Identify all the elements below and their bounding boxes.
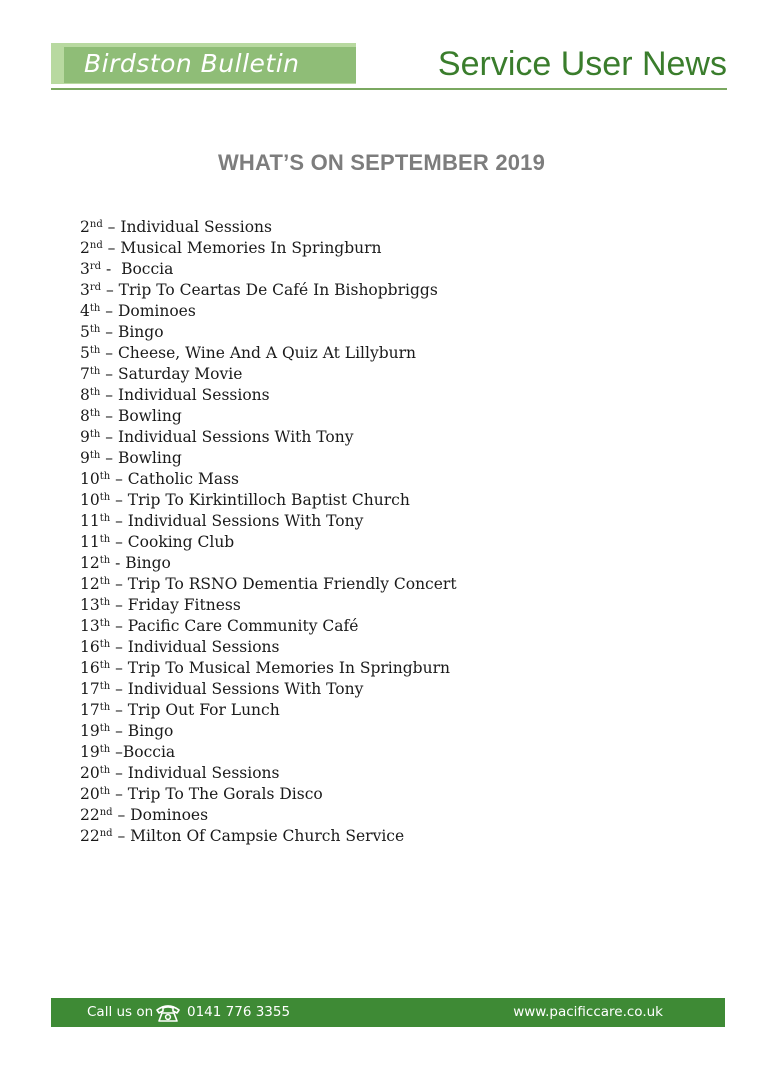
page-title: WHAT’S ON SEPTEMBER 2019 [217,150,546,175]
event-day-suffix: th [99,681,111,692]
event-day: 12 [80,575,100,593]
event-day: 20 [80,785,100,803]
page-header [51,43,727,91]
event-day-suffix: th [89,303,101,314]
event-day-suffix: th [99,492,111,503]
event-item [80,763,457,784]
event-description: – Trip To Musical Memories In Springburn [110,659,450,677]
event-day-suffix: th [89,450,101,461]
event-day: 4 [80,302,90,320]
event-day-suffix: th [99,618,111,629]
event-day: 11 [80,533,100,551]
event-day-suffix: th [99,534,111,545]
event-item [80,448,457,469]
event-day-suffix: th [99,723,111,734]
event-description: – Trip Out For Lunch [110,701,280,719]
event-day-suffix: th [99,765,111,776]
event-item [80,805,457,826]
event-item [80,679,457,700]
event-description: – Dominoes [112,806,209,824]
event-day-suffix: th [99,471,111,482]
event-day: 9 [80,428,90,446]
event-description: – Bingo [110,722,174,740]
event-description: – Friday Fitness [110,596,241,614]
event-day: 10 [80,470,100,488]
event-day: 3 [80,260,90,278]
event-day: 3 [80,281,90,299]
event-item [80,280,457,301]
event-item [80,259,457,280]
event-item [80,700,457,721]
event-description: - Boccia [101,260,174,278]
event-day: 10 [80,491,100,509]
event-item [80,511,457,532]
events-list [80,217,457,847]
event-item [80,784,457,805]
event-day: 19 [80,722,100,740]
event-day: 17 [80,680,100,698]
event-description: – Cooking Club [110,533,235,551]
event-day: 7 [80,365,90,383]
call-us-label: Call us on [87,1004,154,1020]
event-day-suffix: th [89,408,101,419]
event-description: – Musical Memories In Springburn [102,239,382,257]
event-description: –Boccia [110,743,176,761]
event-description: – Saturday Movie [100,365,243,383]
event-description: – Trip To Kirkintilloch Baptist Church [110,491,410,509]
event-day-suffix: th [99,576,111,587]
phone-number: 0141 776 3355 [187,1004,291,1020]
event-day-suffix: th [99,786,111,797]
event-day-suffix: th [89,324,101,335]
event-day: 22 [80,827,100,845]
event-description: – Individual Sessions [102,218,272,236]
page-footer [51,998,725,1027]
event-day-suffix: th [89,366,101,377]
event-description: – Bingo [100,323,164,341]
event-item [80,301,457,322]
website-link[interactable]: www.pacificcare.co.uk [513,1004,663,1020]
event-item [80,826,457,847]
event-day: 5 [80,344,90,362]
event-item [80,469,457,490]
event-description: – Dominoes [100,302,196,320]
event-description: – Milton Of Campsie Church Service [112,827,405,845]
event-day: 22 [80,806,100,824]
event-day-suffix: th [99,744,111,755]
event-day-suffix: rd [89,282,102,293]
event-item [80,574,457,595]
event-item [80,742,457,763]
event-description: – Individual Sessions With Tony [110,680,364,698]
event-day-suffix: th [99,513,111,524]
event-description: – Individual Sessions [100,386,270,404]
event-day-suffix: th [99,702,111,713]
event-item [80,427,457,448]
event-day-suffix: th [99,639,111,650]
event-day: 8 [80,407,90,425]
event-description: – Catholic Mass [110,470,239,488]
event-day: 9 [80,449,90,467]
event-description: – Pacific Care Community Café [110,617,359,635]
event-day-suffix: th [99,660,111,671]
event-day: 16 [80,659,100,677]
event-day: 8 [80,386,90,404]
brand-name: Birdston Bulletin [84,49,300,78]
event-day: 20 [80,764,100,782]
event-day: 12 [80,554,100,572]
event-item [80,616,457,637]
event-day-suffix: th [89,429,101,440]
event-day: 2 [80,218,90,236]
event-item [80,595,457,616]
event-item [80,238,457,259]
event-day-suffix: th [89,345,101,356]
event-description: – Individual Sessions With Tony [110,512,364,530]
event-description: – Trip To RSNO Dementia Friendly Concert [110,575,457,593]
header-divider [51,88,727,90]
event-item [80,343,457,364]
event-day: 16 [80,638,100,656]
event-description: - Bingo [110,554,171,572]
event-day-suffix: nd [99,828,113,839]
event-day: 19 [80,743,100,761]
event-description: – Bowling [100,407,182,425]
event-day: 17 [80,701,100,719]
event-item [80,658,457,679]
telephone-icon [154,1002,182,1023]
event-day-suffix: th [99,597,111,608]
event-item [80,721,457,742]
event-description: – Individual Sessions [110,764,280,782]
event-description: – Cheese, Wine And A Quiz At Lillyburn [100,344,416,362]
event-item [80,406,457,427]
event-day: 13 [80,596,100,614]
event-day: 5 [80,323,90,341]
event-day: 2 [80,239,90,257]
event-day-suffix: nd [89,219,103,230]
event-day-suffix: nd [89,240,103,251]
event-day-suffix: nd [99,807,113,818]
event-day-suffix: th [89,387,101,398]
event-item [80,637,457,658]
event-day-suffix: th [99,555,111,566]
event-day: 13 [80,617,100,635]
event-day: 11 [80,512,100,530]
event-description: – Trip To The Gorals Disco [110,785,323,803]
event-day-suffix: rd [89,261,102,272]
event-item [80,490,457,511]
event-item [80,364,457,385]
event-item [80,553,457,574]
event-description: – Individual Sessions [110,638,280,656]
event-item [80,322,457,343]
event-description: – Individual Sessions With Tony [100,428,354,446]
event-item [80,217,457,238]
event-item [80,385,457,406]
event-item [80,532,457,553]
newsletter-title: Service User News [437,45,727,83]
event-description: – Bowling [100,449,182,467]
event-description: – Trip To Ceartas De Café In Bishopbriggs [101,281,438,299]
